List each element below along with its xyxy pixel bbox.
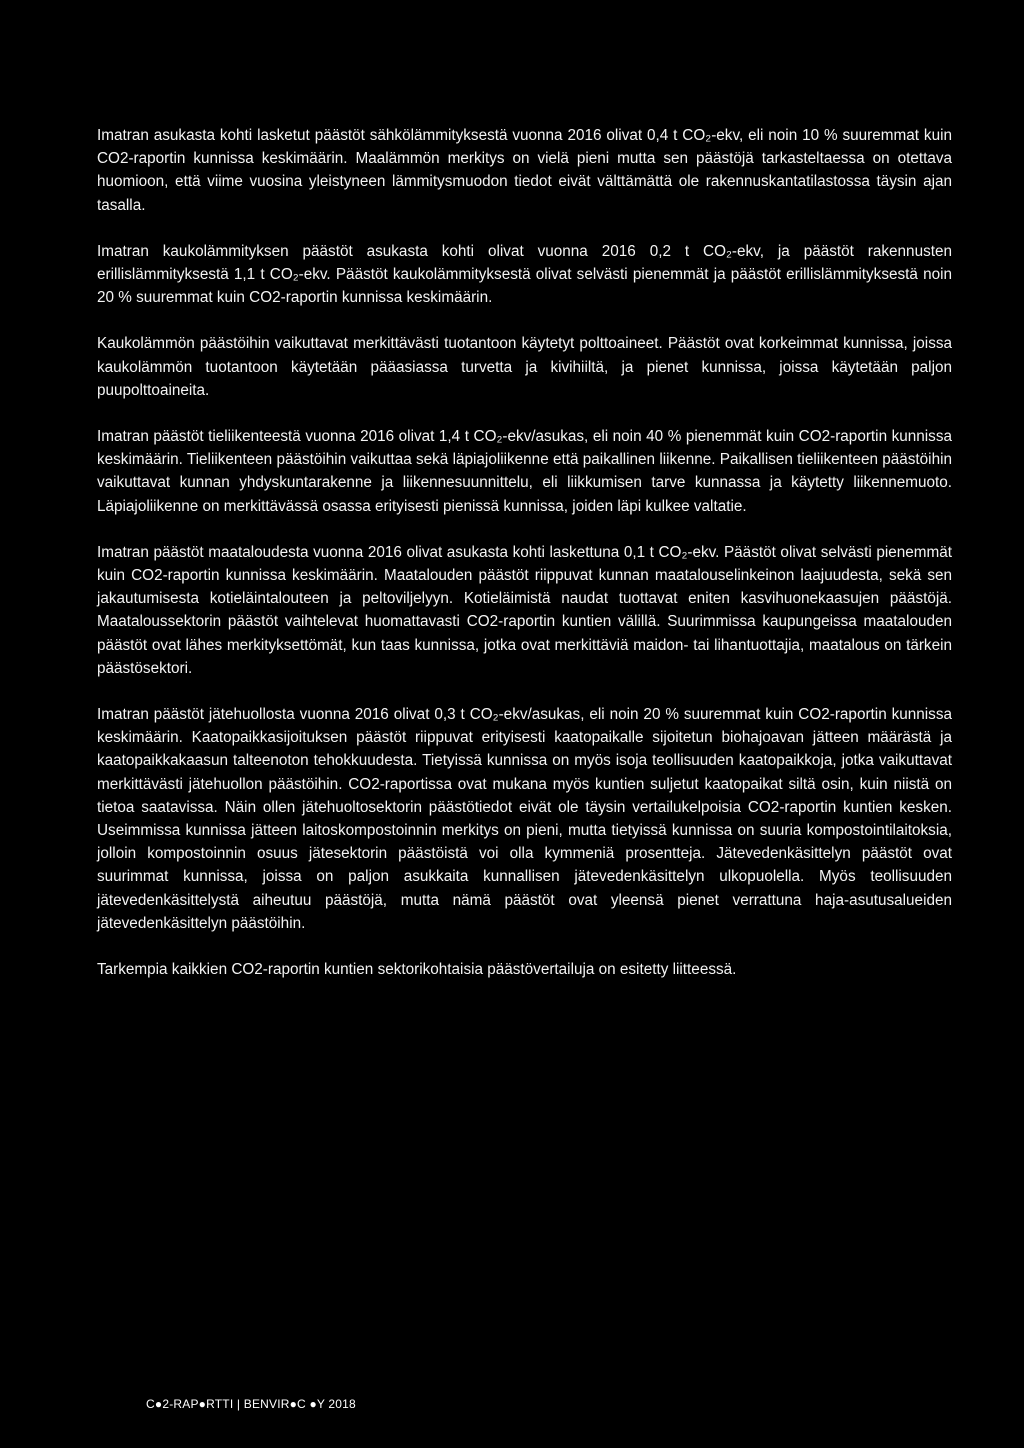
paragraph-district-heating: Imatran kaukolämmityksen päästöt asukasta kohti olivat vuonna 2016 0,2 t CO₂-ekv, ja päästöt rakennusten erillislämmityksestä 1,1 t CO₂-ekv. Päästöt kaukolämmityksestä olivat selvästi pienemmät ja päästöt erillislämmityksestä noin 20 % suuremmat kuin CO2-raportin kunnissa keskimäärin. [97, 242, 952, 307]
paragraph-electric-heating: Imatran asukasta kohti lasketut päästöt sähkölämmityksestä vuonna 2016 olivat 0,4 t CO₂-ekv, eli noin 10 % suuremmat kuin CO2-raportin kunnissa keskimäärin. Maalämmön merkitys on vielä pieni mutta sen päästöjä tarkasteltaessa on otettava huomioon, että viime vuosina yleistyneen lämmitysmuodon tiedot eivät välttämättä ole rakennuskantatilastossa täysin ajan tasalla. [97, 127, 952, 214]
page-footer: C●2-RAP●RTTI | BENVIR●C ●Y 2018 [146, 1397, 356, 1411]
paragraph-waste-management: Imatran päästöt jätehuollosta vuonna 2016 olivat 0,3 t CO₂-ekv/asukas, eli noin 20 % suuremmat kuin CO2-raportin kunnissa keskimäärin. Kaatopaikkasijoituksen päästöt riippuvat erityisesti kaatopaikalle sijoitetun biohajoavan jätteen määrästä ja kaatopaikkakaasun talteenoton tehokkuudesta. Tietyissä kunnissa on myös isoja teollisuuden kaatopaikkoja, jotka vaikuttavat merkittävästi jätehuollon päästöihin. CO2-raportissa ovat mukana myös kuntien suljetut kaatopaikat siltä osin, kuin niistä on tietoa saatavissa. Näin ollen jätehuoltosektorin päästötiedot eivät ole täysin vertailukelpoisia CO2-raportin kuntien kesken. Useimmissa kunnissa jätteen laitoskompostoinnin merkitys on pieni, mutta tietyissä kunnissa on suuria kompostointilaitoksia, jolloin kompostoinnin osuus jätesektorin päästöistä voi olla kymmeniä prosentteja. Jätevedenkäsittelyn päästöt ovat suurimmat kunnissa, joissa on paljon asukkaita kunnallisen jätevedenkäsittelyn ulkopuolella. Myös teollisuuden jätevedenkäsittelystä aiheutuu päästöjä, mutta nämä päästöt ovat yleensä pienet verrattuna haja-asutusalueiden jätevedenkäsittelyn päästöihin. [97, 706, 952, 932]
paragraph-appendix-reference: Tarkempia kaikkien CO2-raportin kuntien sektorikohtaisia päästövertailuja on esitetty liitteessä. [97, 961, 737, 979]
paragraph-district-heating-fuels: Kaukolämmön päästöihin vaikuttavat merkittävästi tuotantoon käytetyt polttoaineet. Päästöt ovat korkeimmat kunnissa, joissa kaukolämmön tuotantoon käytetään pääasiassa turvetta ja kivihiiltä, ja pienet kunnissa, joissa käytetään paljon puupolttoaineita. [97, 335, 952, 399]
document-body [97, 124, 952, 981]
paragraph-agriculture: Imatran päästöt maataloudesta vuonna 2016 olivat asukasta kohti laskettuna 0,1 t CO₂-ekv. Päästöt olivat selvästi pienemmät kuin CO2-raportin kunnissa keskimäärin. Maatalouden päästöt riippuvat kunnan maatalouselinkeinon laajuudesta, sekä sen jakautumisesta kotieläintalouteen ja peltoviljelyyn. Kotieläimistä naudat tuottavat eniten kasvihuonekaasujen päästöjä. Maataloussektorin päästöt vaihtelevat huomattavasti CO2-raportin kuntien välillä. Suurimmissa kaupungeissa maatalouden päästöt ovat lähes merkityksettömät, kun taas kunnissa, jotka ovat merkittäviä maidon- tai lihantuottajia, maatalous on tärkein päästösektori. [97, 543, 952, 677]
paragraph-road-traffic: Imatran päästöt tieliikenteestä vuonna 2016 olivat 1,4 t CO₂-ekv/asukas, eli noin 40 % pienemmät kuin CO2-raportin kunnissa keskimäärin. Tieliikenteen päästöihin vaikuttaa sekä läpiajoliikenne että paikallinen liikenne. Paikallisen tieliikenteen päästöihin vaikuttavat kunnan yhdyskuntarakenne ja liikennesuunnittelu, eli liikkumisen tarve kunnassa ja käytetty liikennemuoto. Läpiajoliikenne on merkittävässä osassa erityisesti pienissä kunnissa, joiden läpi kulkee valtatie. [97, 428, 952, 515]
